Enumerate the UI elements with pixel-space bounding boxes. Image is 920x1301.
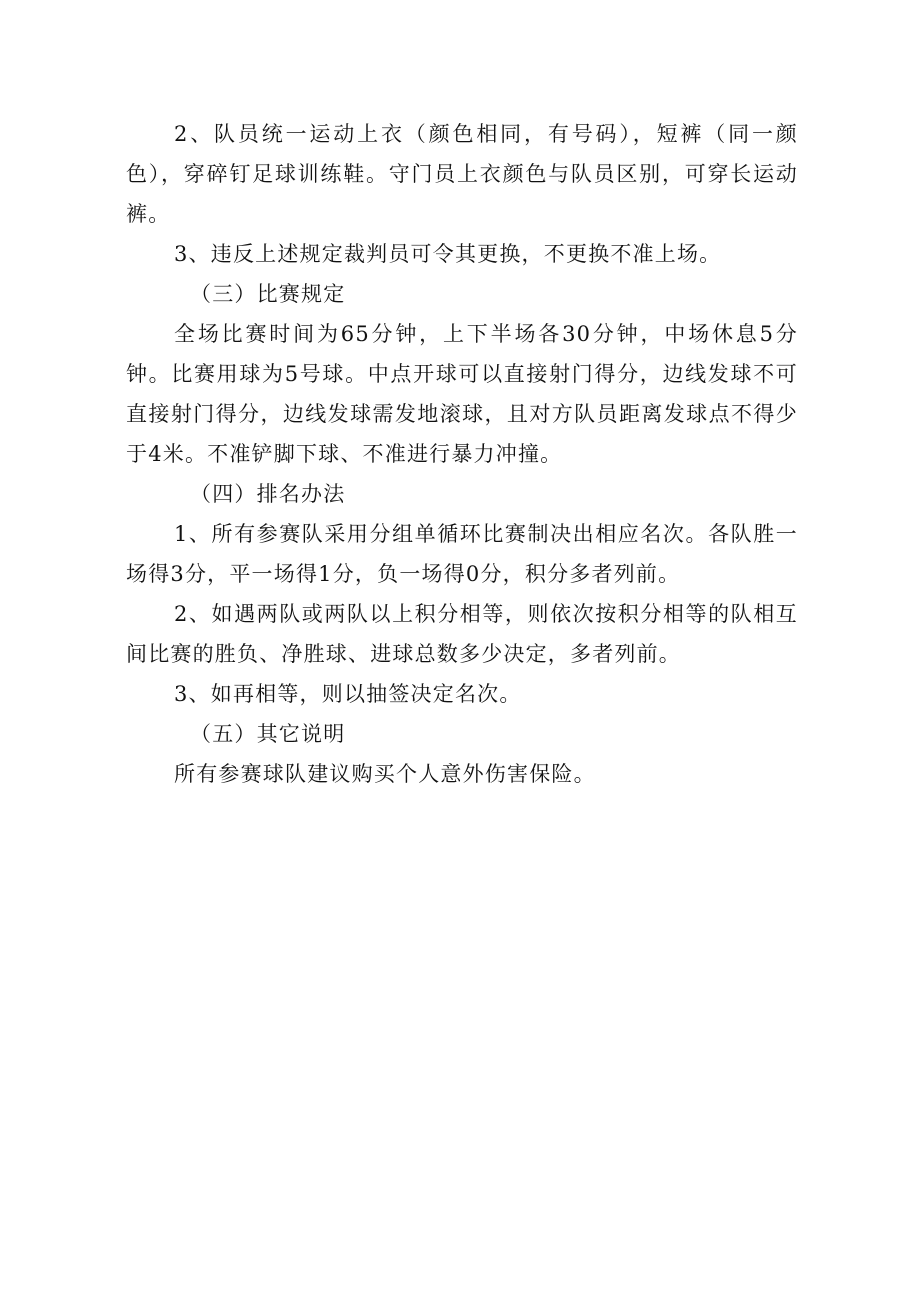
paragraph-ranking-draw-lots: 3、如再相等，则以抽签决定名次。 — [174, 682, 522, 706]
paragraph-ranking-points: 1、所有参赛队采用分组单循环比赛制决出相应名次。各队胜一场得3分，平一场得1分，负一场得0分，积分多者列前。 — [126, 522, 798, 586]
paragraph-violation-rule: 3、违反上述规定裁判员可令其更换，不更换不准上场。 — [174, 242, 722, 266]
paragraph-ranking-tiebreak: 2、如遇两队或两队以上积分相等，则依次按积分相等的队相互间比赛的胜负、净胜球、进球总数多少决定，多者列前。 — [126, 602, 798, 666]
document-body — [126, 114, 798, 794]
paragraph-insurance-note: 所有参赛球队建议购买个人意外伤害保险。 — [174, 762, 596, 786]
section-heading-match-rules: （三）比赛规定 — [190, 282, 346, 306]
section-heading-ranking: （四）排名办法 — [190, 482, 346, 506]
section-heading-other-notes: （五）其它说明 — [190, 722, 346, 746]
paragraph-uniform-rules: 2、队员统一运动上衣（颜色相同，有号码），短裤（同一颜色），穿碎钉足球训练鞋。守门员上衣颜色与队员区别，可穿长运动裤。 — [126, 122, 798, 226]
paragraph-match-rules: 全场比赛时间为65分钟，上下半场各30分钟，中场休息5分钟。比赛用球为5号球。中点开球可以直接射门得分，边线发球不可直接射门得分，边线发球需发地滚球，且对方队员距离发球点不得少于4米。不准铲脚下球、不准进行暴力冲撞。 — [126, 322, 798, 466]
